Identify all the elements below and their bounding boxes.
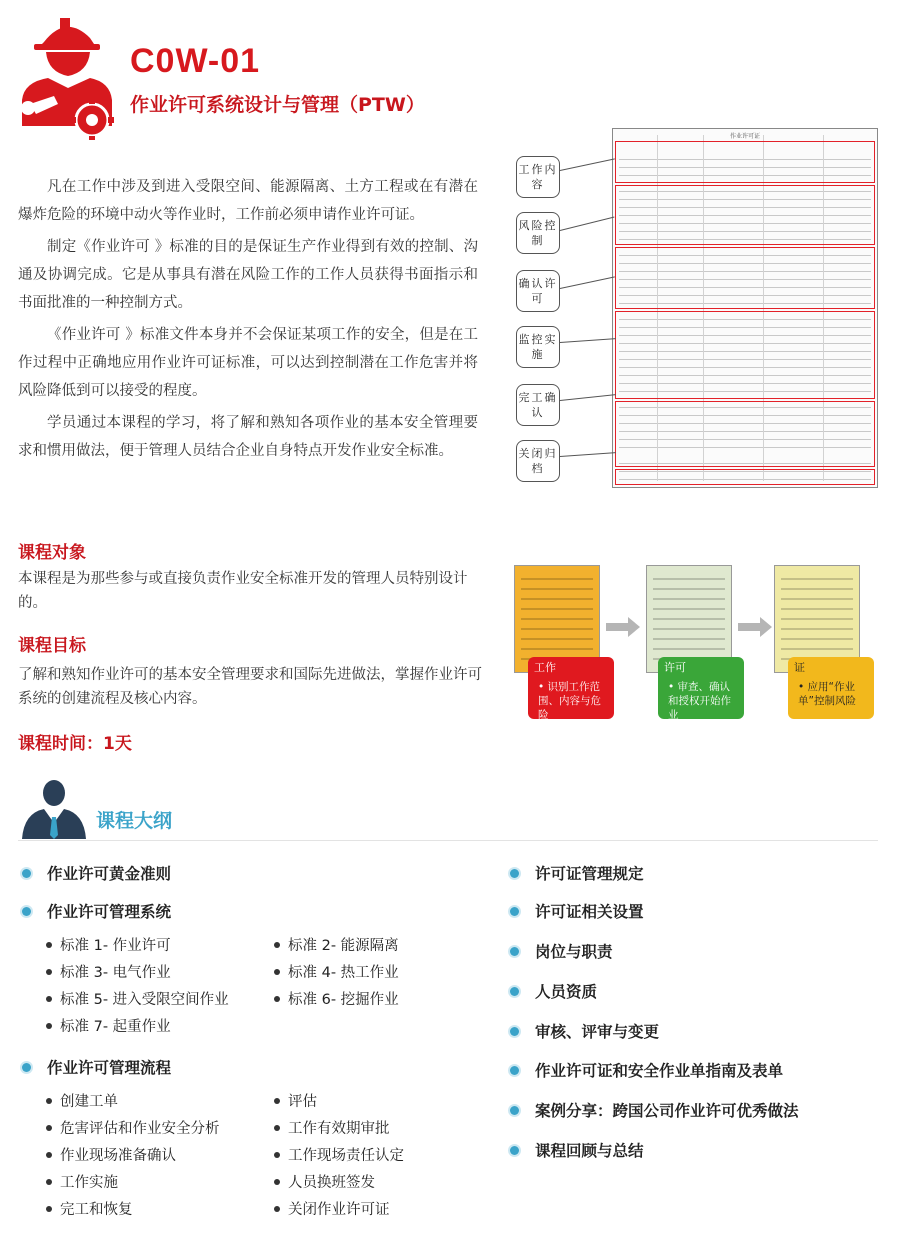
callout-monitor-implement: 监控实施: [516, 326, 560, 368]
permit-section-monitor: [615, 311, 875, 399]
outline-item: [510, 1059, 783, 1081]
bullet-icon: [510, 987, 519, 996]
permit-section-confirm: [615, 247, 875, 309]
outline-item-label: 岗位与职责: [535, 943, 613, 961]
bullet-icon: [510, 947, 519, 956]
intro-paragraph: 凡在工作中涉及到进入受限空间、能源隔离、土方工程或在有潜在爆炸危险的环境中动火等作业时，工作前必须申请作业许可证。: [18, 179, 478, 223]
callout-risk-control: 风险控制: [516, 212, 560, 254]
outline-title: 课程大纲: [96, 810, 173, 832]
outline-sub-item-label: 标准 3- 电气作业: [60, 965, 171, 981]
intro-paragraph: 制定《作业许可 》标准的目的是保证生产作业得到有效的控制、沟通及协调完成。它是从事具有潜在风险工作的工作人员获得书面指示和书面批准的一种控制方式。: [18, 239, 478, 311]
course-goal-heading: 课程目标: [18, 636, 86, 656]
outline-sub-item: [274, 1198, 390, 1219]
outline-sub-item: [46, 988, 229, 1009]
outline-sub-item: [46, 961, 171, 982]
outline-item: [22, 1056, 171, 1078]
permit-form-figure: [510, 120, 882, 490]
outline-sub-item: [274, 1090, 317, 1111]
permit-form-image: [612, 128, 878, 488]
intro-paragraph: 《作业许可 》标准文件本身并不会保证某项工作的安全，但是在工作过程中正确地应用作业许可证标准，可以达到控制潜在工作危害并将风险降低到可以接受的程度。: [18, 327, 478, 399]
outline-sub-item-label: 标准 5- 进入受限空间作业: [60, 992, 229, 1008]
presenter-icon: [18, 775, 90, 841]
outline-item-label: 许可证相关设置: [535, 903, 644, 921]
permit-section-close: [615, 469, 875, 485]
bullet-icon: [274, 996, 280, 1002]
bullet-icon: [46, 942, 52, 948]
outline-item: [510, 862, 644, 884]
outline-sub-item-label: 工作实施: [60, 1175, 118, 1191]
course-target-heading: 课程对象: [18, 543, 86, 563]
outline-sub-item: [274, 934, 399, 955]
course-goal-text: 了解和熟知作业许可的基本安全管理要求和国际先进做法，掌握作业许可系统的创建流程及核心内容。: [18, 667, 482, 707]
divider: [18, 840, 878, 841]
outline-sub-item-label: 危害评估和作业安全分析: [60, 1121, 220, 1137]
bullet-icon: [274, 1152, 280, 1158]
bullet-icon: [22, 869, 31, 878]
intro-paragraph: 学员通过本课程的学习，将了解和熟知各项作业的基本安全管理要求和惯用做法，便于管理人员结合企业自身特点开发作业安全标准。: [18, 415, 478, 459]
outline-sub-item-label: 作业现场准备确认: [60, 1148, 176, 1164]
outline-sub-item: [274, 1171, 375, 1192]
outline-sub-item-label: 标准 6- 挖掘作业: [288, 992, 399, 1008]
permit-section-work: [615, 141, 875, 183]
bullet-icon: [46, 1023, 52, 1029]
bullet-icon: [510, 1106, 519, 1115]
outline-item: [22, 862, 171, 884]
callout-completion-confirm: 完工确认: [516, 384, 560, 426]
outline-sub-item: [274, 961, 399, 982]
permit-process-figure: [512, 565, 882, 725]
outline-sub-item-label: 关闭作业许可证: [288, 1202, 390, 1218]
outline-sub-item: [46, 1144, 176, 1165]
stage-desc: • 应用“作业单”控制风险: [798, 681, 856, 707]
outline-sub-item: [46, 1117, 220, 1138]
callout-close-archive: 关闭归档: [516, 440, 560, 482]
bullet-icon: [510, 907, 519, 916]
bullet-icon: [274, 1206, 280, 1212]
bullet-icon: [46, 1125, 52, 1131]
outline-item-label: 作业许可管理流程: [47, 1059, 172, 1077]
course-code: C0W-01: [130, 42, 261, 80]
outline-item-label: 作业许可证和安全作业单指南及表单: [535, 1062, 784, 1080]
outline-sub-item: [46, 1090, 118, 1111]
bullet-icon: [22, 907, 31, 916]
outline-item-label: 课程回顾与总结: [535, 1142, 644, 1160]
bullet-icon: [46, 1152, 52, 1158]
callout-confirm-permit: 确认许可: [516, 270, 560, 312]
stage-title: 证: [794, 661, 805, 674]
bullet-icon: [46, 969, 52, 975]
stage-title: 许可: [664, 661, 686, 674]
outline-item: [510, 1099, 799, 1121]
outline-item-label: 人员资质: [535, 983, 598, 1001]
stage-certificate: [788, 657, 874, 719]
outline-sub-item-label: 人员换班签发: [288, 1175, 375, 1191]
bullet-icon: [510, 1146, 519, 1155]
outline-sub-item-label: 标准 4- 热工作业: [288, 965, 399, 981]
outline-sub-item: [46, 1198, 133, 1219]
bullet-icon: [46, 1206, 52, 1212]
outline-sub-item-label: 工作有效期审批: [288, 1121, 390, 1137]
outline-item-label: 审核、评审与变更: [535, 1023, 660, 1041]
callout-work-content: 工作内容: [516, 156, 560, 198]
bullet-icon: [274, 1125, 280, 1131]
outline-sub-item: [274, 1117, 390, 1138]
outline-item-label: 作业许可管理系统: [47, 903, 172, 921]
permit-section-risk: [615, 185, 875, 245]
worker-hardhat-icon: [14, 8, 124, 140]
bullet-icon: [46, 1179, 52, 1185]
outline-item: [510, 1139, 644, 1161]
bullet-icon: [510, 1066, 519, 1075]
bullet-icon: [274, 1179, 280, 1185]
course-target-text: 本课程是为那些参与或直接负责作业安全标准开发的管理人员特别设计的。: [18, 571, 468, 611]
stage-permit: [658, 657, 744, 719]
outline-sub-item-label: 工作现场责任认定: [288, 1148, 404, 1164]
bullet-icon: [274, 969, 280, 975]
outline-sub-item-label: 完工和恢复: [60, 1202, 133, 1218]
course-title: 作业许可系统设计与管理（PTW）: [130, 94, 425, 116]
arrow-right-icon: [606, 617, 640, 637]
outline-sub-item: [46, 1171, 118, 1192]
outline-sub-item-label: 标准 1- 作业许可: [60, 938, 171, 954]
bullet-icon: [22, 1063, 31, 1072]
outline-item-label: 案例分享：跨国公司作业许可优秀做法: [535, 1102, 799, 1120]
stage-desc: • 审查、确认和授权开始作业: [668, 681, 731, 721]
course-time: 课程时间：1天: [18, 734, 132, 754]
outline-item-label: 许可证管理规定: [535, 865, 644, 883]
outline-sub-item-label: 标准 2- 能源隔离: [288, 938, 399, 954]
outline-item: [510, 900, 644, 922]
outline-item: [510, 980, 597, 1002]
permit-section-complete: [615, 401, 875, 467]
bullet-icon: [274, 942, 280, 948]
outline-sub-item-label: 评估: [288, 1094, 317, 1110]
outline-sub-item-label: 标准 7- 起重作业: [60, 1019, 171, 1035]
intro-text: [18, 173, 478, 469]
bullet-icon: [510, 1027, 519, 1036]
outline-item: [510, 1020, 659, 1042]
stage-desc: • 识别工作范围、内容与危险: [538, 681, 601, 721]
outline-item: [510, 940, 613, 962]
bullet-icon: [46, 996, 52, 1002]
outline-sub-item: [46, 1015, 171, 1036]
bullet-icon: [274, 1098, 280, 1104]
outline-sub-item: [274, 1144, 404, 1165]
bullet-icon: [46, 1098, 52, 1104]
outline-item-label: 作业许可黄金准则: [47, 865, 172, 883]
stage-title: 工作: [534, 661, 556, 674]
outline-sub-item: [274, 988, 399, 1009]
outline-item: [22, 900, 171, 922]
arrow-right-icon: [738, 617, 772, 637]
outline-sub-item: [46, 934, 171, 955]
outline-sub-item-label: 创建工单: [60, 1094, 118, 1110]
stage-work: [528, 657, 614, 719]
permit-form-title: 作业许可证: [729, 133, 760, 140]
bullet-icon: [510, 869, 519, 878]
